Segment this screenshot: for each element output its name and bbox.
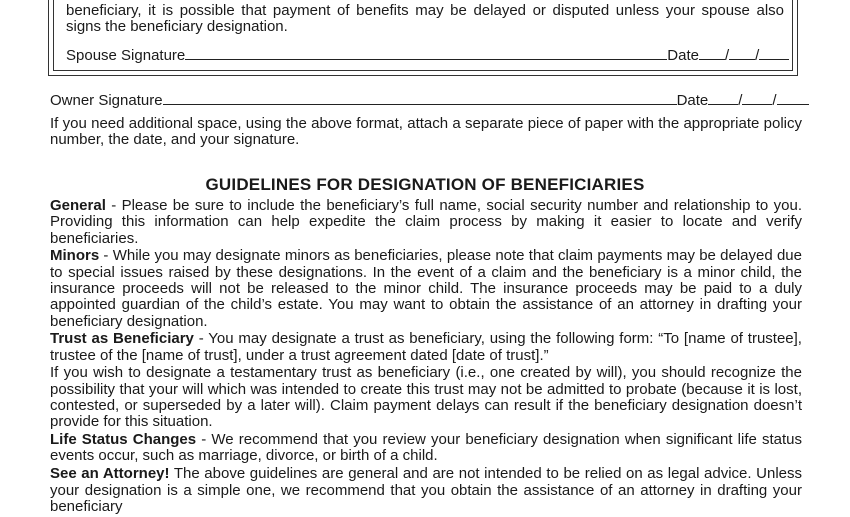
owner-signature-line[interactable]	[50, 92, 809, 109]
owner-date-month[interactable]	[708, 92, 738, 105]
life-status-label: Life Status Changes	[50, 431, 197, 449]
spouse-date-year[interactable]	[759, 47, 789, 60]
life-status-paragraph	[50, 432, 802, 465]
trust-label: Trust as Beneficiary	[50, 330, 194, 348]
owner-date-day[interactable]	[742, 92, 772, 105]
additional-space-note: If you need additional space, using the above format, attach a separate piece of paper with the appropriate policy number, the date, and your signature.	[50, 115, 802, 148]
minors-paragraph	[50, 248, 802, 329]
spouse-date-label: Date	[667, 47, 699, 64]
owner-date-label: Date	[676, 92, 709, 109]
attorney-text: The above guidelines are general and are not intended to be relied on as legal advice. Unless your designation is a simple one, we recommend that you obtain the assistance of an attorney in drafting your beneficiary	[50, 465, 803, 515]
trust-text: - You may designate a trust as beneficiary, using the following form: “To [name of trustee], trustee of the [name of trust], under a trust agreement dated [date of trust].”	[50, 330, 802, 364]
minors-text: - While you may designate minors as beneficiaries, please note that claim payments may be delayed due to special issues raised by these designations. In the event of a claim and the beneficiary is a minor child, the insurance proceeds will not be released to the minor child. The insurance proceeds may be paid to a duly appointed guardian of the child’s estate. You may want to obtain the assistance of an attorney in drafting your beneficiary designation.	[50, 247, 802, 330]
guidelines-heading: GUIDELINES FOR DESIGNATION OF BENEFICIARIES	[205, 175, 645, 194]
spouse-consent-text: beneficiary, it is possible that payment of benefits may be delayed or disputed unless your spouse also signs the beneficiary designation.	[66, 2, 784, 35]
guidelines-body	[50, 198, 802, 517]
spouse-signature-line[interactable]	[66, 47, 789, 64]
general-label: General	[50, 197, 106, 214]
general-text: - Please be sure to include the beneficiary’s full name, social security number and relationship to you. Providing this information can help expedite the claim process by making it easier to locate and verify beneficiaries.	[50, 197, 802, 247]
life-status-text: - We recommend that you review your beneficiary designation when significant life status events occur, such as marriage, divorce, or birth of a child.	[50, 431, 802, 465]
spouse-date-day[interactable]	[729, 47, 755, 60]
spouse-date-month[interactable]	[699, 47, 725, 60]
owner-date-slash-2: /	[772, 92, 777, 109]
spouse-signature-field[interactable]	[185, 47, 667, 60]
owner-date-slash-1: /	[738, 92, 743, 109]
owner-date-year[interactable]	[777, 92, 809, 105]
trust-paragraph	[50, 331, 802, 364]
minors-label: Minors	[50, 247, 100, 265]
testamentary-paragraph: If you wish to designate a testamentary trust as beneficiary (i.e., one created by will), you should recognize the possibility that your will which was intended to create this trust may not be admitted to probate (because it is lost, contested, or superseded by a later will). Claim payment delays can result if the beneficiary designation doesn’t provide for this situation.	[50, 364, 802, 431]
owner-signature-label: Owner Signature	[50, 92, 163, 109]
general-paragraph	[50, 198, 802, 247]
spouse-signature-label: Spouse Signature	[66, 47, 186, 64]
owner-signature-field[interactable]	[163, 92, 677, 105]
attorney-paragraph	[50, 466, 802, 515]
spouse-date-slash-1: /	[724, 47, 730, 64]
spouse-date-slash-2: /	[755, 47, 760, 64]
attorney-label: See an Attorney!	[50, 465, 170, 483]
